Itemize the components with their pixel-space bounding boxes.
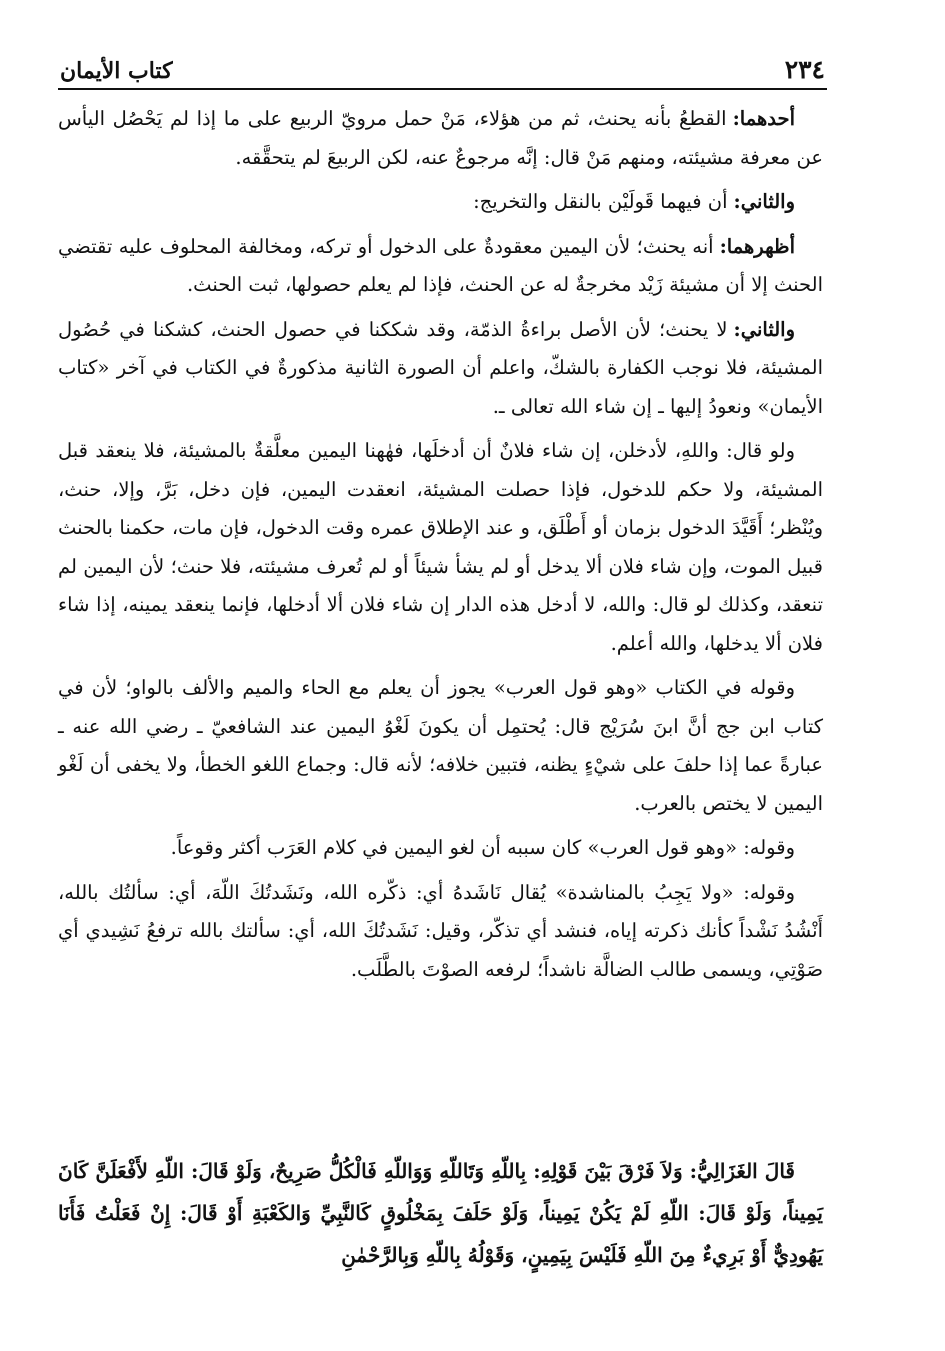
- paragraph-arab-saying-reason: [58, 829, 823, 868]
- paragraph-lead: أظهرهما:: [719, 234, 795, 258]
- paragraph-lead: والثاني:: [733, 317, 795, 341]
- paragraph-text: أن فيهما قَولَيْن بالنقل والتخريج:: [473, 190, 728, 213]
- paragraph-second-view: [58, 183, 823, 222]
- page-number: ٢٣٤: [784, 55, 825, 84]
- commentary-body: [58, 100, 823, 995]
- paragraph-arab-saying: [58, 669, 823, 823]
- matn-quote: قَالَ الغَزَالِيُّ: وَلاَ فَرْقَ بَيْنَ قَوْلِهِ: بِاللّهِ وَتَاللّهِ وَوَاللّهِ فَالْكُلُّ صَرِيحٌ، وَلَوْ قَالَ: اللّهِ لأَفْعَلَنَّ كَانَ يَمِيناً، وَلَوْ قَالَ: اللّهِ لَمْ يَكُنْ يَمِيناً، وَلَوْ حَلَفَ بِمَخْلُوقٍ كَالنَّبِيِّ وَالكَعْبَةِ أَوْ قَالَ: إِنْ فَعَلْتُ فَأَنَا يَهُودِيٌّ أَوْ بَرِيءٌ مِنَ اللّهِ فَلَيْسَ بِيَمِينٍ، وَقَوْلُهُ بِاللّهِ وَبِالرَّحْمٰنِ: [58, 1159, 823, 1267]
- paragraph-text: وقوله: «وهو قول العرب» كان سببه أن لغو اليمين في كلام العَرَب أكثر وقوعاً.: [170, 836, 795, 859]
- paragraph-text: وقوله: «ولا يَجِبُ بالمناشدة» يُقال نَاشَدهُ أي: ذكّره الله، ونَشَدتُكَ اللّهَ، أي: سألتُك بالله، أَنْشُدُ نَشْداً كأنك ذكرته إياه، فنشد أي تذكّر، وقيل: نَشَدتُكَ الله، أي: سألتك بالله ترفعُ نَشِيدي أي صَوْتِي، ويسمى طالب الضالَّة ناشداً؛ لرفعه الصوْتَ بالطَّلَب.: [58, 880, 823, 981]
- paragraph-text: ولو قال: واللهِ، لأدخلن، إن شاء فلانٌ أن أدخلَها، فهٰهنا اليمين معلَّقةٌ بالمشيئة، فلا ينعقد قبل المشيئة، ولا حكم للدخول، فإذا حصلت المشيئة، انعقدت اليمين، فإن دخل، بَرَّ، وإلا، حنث، ويُنْظر؛ أَقَيَّدَ الدخول بزمان أو أَطْلَق، و عند الإطلاق عمره وقت الدخول، فإن مات، حكمنا بالحنث قبيل الموت، وإن شاء فلان ألا يدخل أو لم يشأ شيئاً أو لم تُعرف مشيئته، فلا حنث؛ لأن اليمين لم تنعقد، وكذلك لو قال: والله، لا أدخل هذه الدار إن شاء فلان ألا أدخلها، فإنما ينعقد يمينه، إذا شاء فلان ألا يدخلها، والله أعلم.: [58, 439, 823, 655]
- paragraph-text: أنه يحنث؛ لأن اليمين معقودةٌ على الدخول أو تركه، ومخالفة المحلوف عليه تقتضي الحنث إلا أن مشيئة زَيْد مخرجةٌ له عن الحنث، فإذا لم يعلم حصولها، ثبت الحنث.: [58, 234, 823, 296]
- paragraph-text: القطعُ بأنه يحنث، ثم من هؤلاء، مَنْ حمل مرويّ الربيع على ما إذا لم يَحْصُل اليأس عن معرفة مشيئته، ومنهم مَنْ قال: إنَّه مرجوعٌ عنه، لكن الربيعَ لم يتحقَّقه.: [58, 107, 823, 169]
- paragraph-text: لا يحنث؛ لأن الأصل براءةُ الذمّة، وقد شككنا في حصول الحنث، كشكنا في حُصُول المشيئة، فلا نوجب الكفارة بالشكّ، واعلم أن الصورة الثانية مذكورةٌ في الكتاب في آخر «كتاب الأيمان» ونعودُ إليها ـ إن شاء الله تعالى ـ.: [58, 317, 823, 418]
- running-title: كتاب الأيمان: [60, 58, 173, 84]
- page-header: [60, 44, 825, 84]
- paragraph-lead: والثاني:: [733, 190, 795, 213]
- paragraph-stronger-opinion: [58, 228, 823, 305]
- paragraph-text: وقوله في الكتاب «وهو قول العرب» يجوز أن يعلم مع الحاء والميم والألف بالواو؛ لأن في كتاب ابن جج أنَّ ابنَ سُرَيْج قال: يُحتمِل أن يكونَ لَغْوُ اليمين عند الشافعيّ ـ رضي الله عنه ـ عبارةً عما إذا حلفَ على شيْءٍ يظنه، فتبين خلافه؛ لأنه قال: وجماع اللغو الخطأ، ولا يخفى أن لَغْو اليمين لا يختص بالعرب.: [58, 676, 823, 815]
- paragraph-first-view: [58, 100, 823, 177]
- header-rule: [58, 88, 827, 90]
- paragraph-conditional-oath: [58, 432, 823, 663]
- paragraph-munashada: [58, 874, 823, 990]
- paragraph-second-opinion: [58, 311, 823, 427]
- paragraph-lead: أحدهما:: [732, 107, 795, 130]
